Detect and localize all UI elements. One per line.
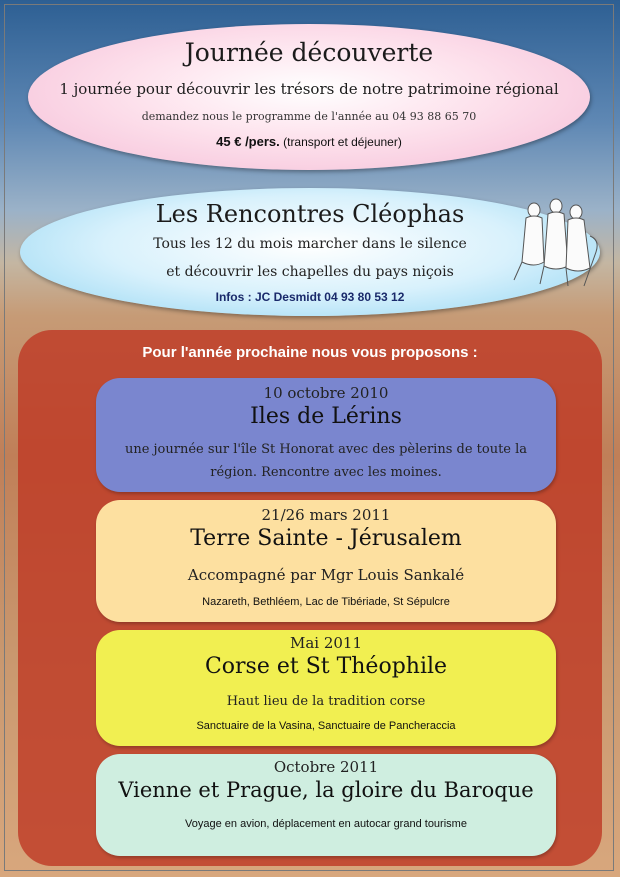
event-name: Iles de Lérins (250, 404, 402, 429)
event-date: 21/26 mars 2011 (261, 506, 391, 524)
event-date: Mai 2011 (289, 634, 363, 652)
event-name: Corse et St Théophile (204, 654, 448, 679)
cleophas-line-1: Tous les 12 du mois marcher dans le silence (153, 236, 467, 252)
event-places: Sanctuaire de la Vasina, Sanctuaire de Pancheraccia (196, 720, 456, 732)
event-date: 10 octobre 2010 (263, 384, 389, 402)
event-card-corse (96, 630, 556, 746)
discovery-program-line: demandez nous le programme de l'année au 04 93 88 65 70 (141, 110, 477, 123)
program-panel (18, 330, 602, 866)
program-heading: Pour l'année prochaine nous vous proposons : (142, 344, 478, 361)
discovery-ellipse (28, 24, 590, 170)
cleophas-title: Les Rencontres Cléophas (155, 200, 465, 228)
cleophas-info: Infos : JC Desmidt 04 93 80 53 12 (215, 290, 405, 304)
pilgrims-drawing-icon (504, 196, 604, 296)
event-card-vienne (96, 754, 556, 856)
discovery-price-line (28, 134, 590, 149)
event-description: Haut lieu de la tradition corse (226, 694, 426, 709)
event-date: Octobre 2011 (273, 758, 379, 776)
discovery-price: 45 € /pers. (216, 134, 280, 149)
event-description: une journée sur l'île St Honorat avec des pèlerins de toute la région. Rencontre avec les moines. (124, 442, 528, 480)
event-places: Voyage en avion, déplacement en autocar grand tourisme (185, 818, 467, 830)
discovery-title: Journée découverte (184, 38, 434, 67)
event-card-lerins (96, 378, 556, 492)
event-name: Terre Sainte - Jérusalem (190, 526, 462, 551)
event-card-jerusalem (96, 500, 556, 622)
cleophas-line-2: et découvrir les chapelles du pays niçois (166, 264, 454, 280)
event-description: Accompagné par Mgr Louis Sankalé (187, 566, 465, 584)
discovery-subtitle: 1 journée pour découvrir les trésors de notre patrimoine régional (59, 80, 559, 98)
event-places: Nazareth, Bethléem, Lac de Tibériade, St Sépulcre (202, 596, 450, 608)
event-name: Vienne et Prague, la gloire du Baroque (118, 778, 534, 802)
discovery-price-note: (transport et déjeuner) (283, 135, 402, 149)
